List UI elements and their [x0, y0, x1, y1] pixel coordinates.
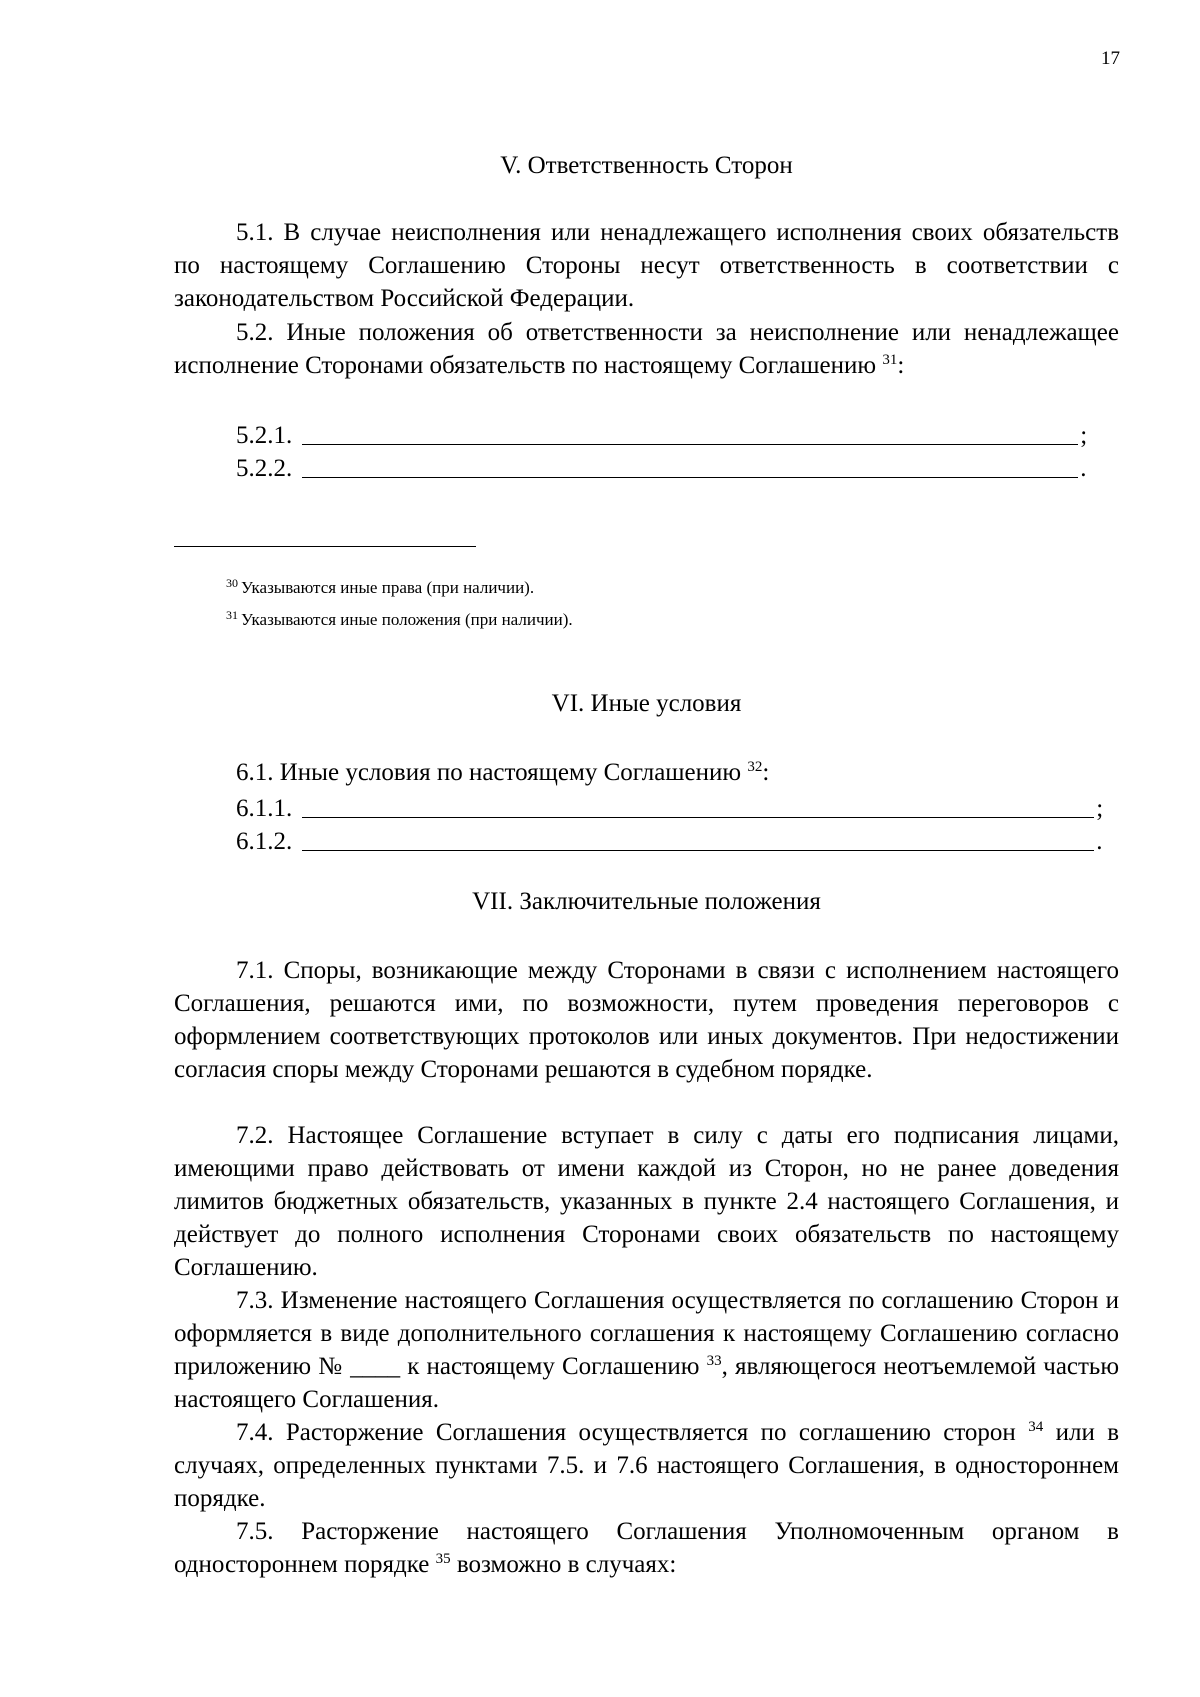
paragraph-7-4-text: 7.4. Расторжение Соглашения осуществляется по соглашению сторон [236, 1419, 1016, 1446]
section-6-title: VI. Иные условия [551, 690, 742, 717]
item-5-2-2 [236, 449, 1087, 485]
paragraph-5-1: 5.1. В случае неисполнения или ненадлежащего исполнения своих обязательств по настоящему Соглашению Стороны несут ответственность в соответствии с законодательством Российской Федерации. [174, 219, 1119, 312]
paragraph-7-5-text: 7.5. Расторжение настоящего Соглашения Уполномоченным органом в одностороннем порядке [174, 1518, 1119, 1578]
footnote-separator [174, 546, 476, 547]
paragraph-6-1-end: : [762, 759, 770, 786]
footnote-31-mark: 31 [226, 608, 238, 622]
paragraph-7-2: 7.2. Настоящее Соглашение вступает в силу с даты его подписания лицами, имеющими право действовать от имени каждой из Сторон, но не ранее доведения лимитов бюджетных обязательств, указанных в пункте 2.4 настоящего Соглашения, и действует до полного исполнения Сторонами своих обязательств по настоящему Соглашению. [174, 1122, 1119, 1281]
blank-line-5-2-2 [302, 451, 1078, 478]
item-6-1-2-label: 6.1.2. [236, 828, 293, 855]
section-5-title: V. Ответственность Сторон [500, 152, 793, 179]
footnote-ref-31: 31 [882, 352, 898, 368]
paragraph-5-2-text: 5.2. Иные положения об ответственности за неисполнение или ненадлежащее исполнение Сторонами обязательств по настоящему Соглашению [174, 319, 1119, 379]
paragraph-7-5 [174, 1515, 1119, 1581]
item-5-2-1-label: 5.2.1. [236, 422, 293, 449]
footnote-ref-35: 35 [435, 1551, 451, 1567]
item-5-2-1 [236, 416, 1087, 452]
paragraph-7-3-tail: , являющегося неотъемлемой частью настоящего Соглашения. [174, 1353, 1120, 1413]
footnote-30-mark: 30 [226, 576, 238, 590]
footnote-31 [226, 610, 573, 630]
blank-line-5-2-1 [302, 418, 1078, 445]
item-5-2-2-label: 5.2.2. [236, 455, 293, 482]
footnote-30-text: Указываются иные права (при наличии). [241, 578, 535, 597]
item-6-1-1-label: 6.1.1. [236, 795, 293, 822]
footnote-ref-33: 33 [706, 1353, 722, 1369]
paragraph-7-4 [174, 1416, 1119, 1515]
footnote-ref-34: 34 [1028, 1419, 1044, 1435]
footnote-30 [226, 578, 534, 598]
item-5-2-2-end: . [1080, 455, 1087, 482]
paragraph-7-1: 7.1. Споры, возникающие между Сторонами в связи с исполнением настоящего Соглашения, решаются ими, по возможности, путем проведения переговоров с оформлением соответствующих протоколов или иных документов. При недостижении согласия споры между Сторонами решаются в судебном порядке. [174, 957, 1119, 1083]
item-5-2-1-end: ; [1080, 422, 1088, 449]
blank-line-6-1-1 [302, 791, 1094, 818]
footnote-ref-32: 32 [747, 759, 763, 775]
item-6-1-2-end: . [1096, 828, 1103, 855]
paragraph-7-3-text: 7.3. Изменение настоящего Соглашения осуществляется по соглашению Сторон и оформляется в виде дополнительного соглашения к настоящему Соглашению согласно приложению № ____ к настоящему Соглашению [174, 1287, 1119, 1380]
paragraph-5-2-end: : [897, 352, 905, 379]
page-number: 17 [1101, 48, 1120, 69]
item-6-1-2 [236, 822, 1103, 858]
section-7-title: VII. Заключительные положения [472, 888, 821, 915]
paragraph-7-5-tail: возможно в случаях: [450, 1551, 677, 1578]
paragraph-5-2 [174, 316, 1119, 382]
blank-line-6-1-2 [302, 824, 1094, 851]
item-6-1-1 [236, 789, 1103, 825]
paragraph-7-3 [174, 1284, 1119, 1416]
paragraph-6-1-text: 6.1. Иные условия по настоящему Соглашению [236, 759, 742, 786]
paragraph-7-4-tail: или в случаях, определенных пунктами 7.5. и 7.6 настоящего Соглашения, в одностороннем порядке. [174, 1419, 1120, 1512]
paragraph-6-1 [174, 756, 1119, 789]
footnote-31-text: Указываются иные положения (при наличии). [241, 610, 573, 629]
item-6-1-1-end: ; [1096, 795, 1104, 822]
